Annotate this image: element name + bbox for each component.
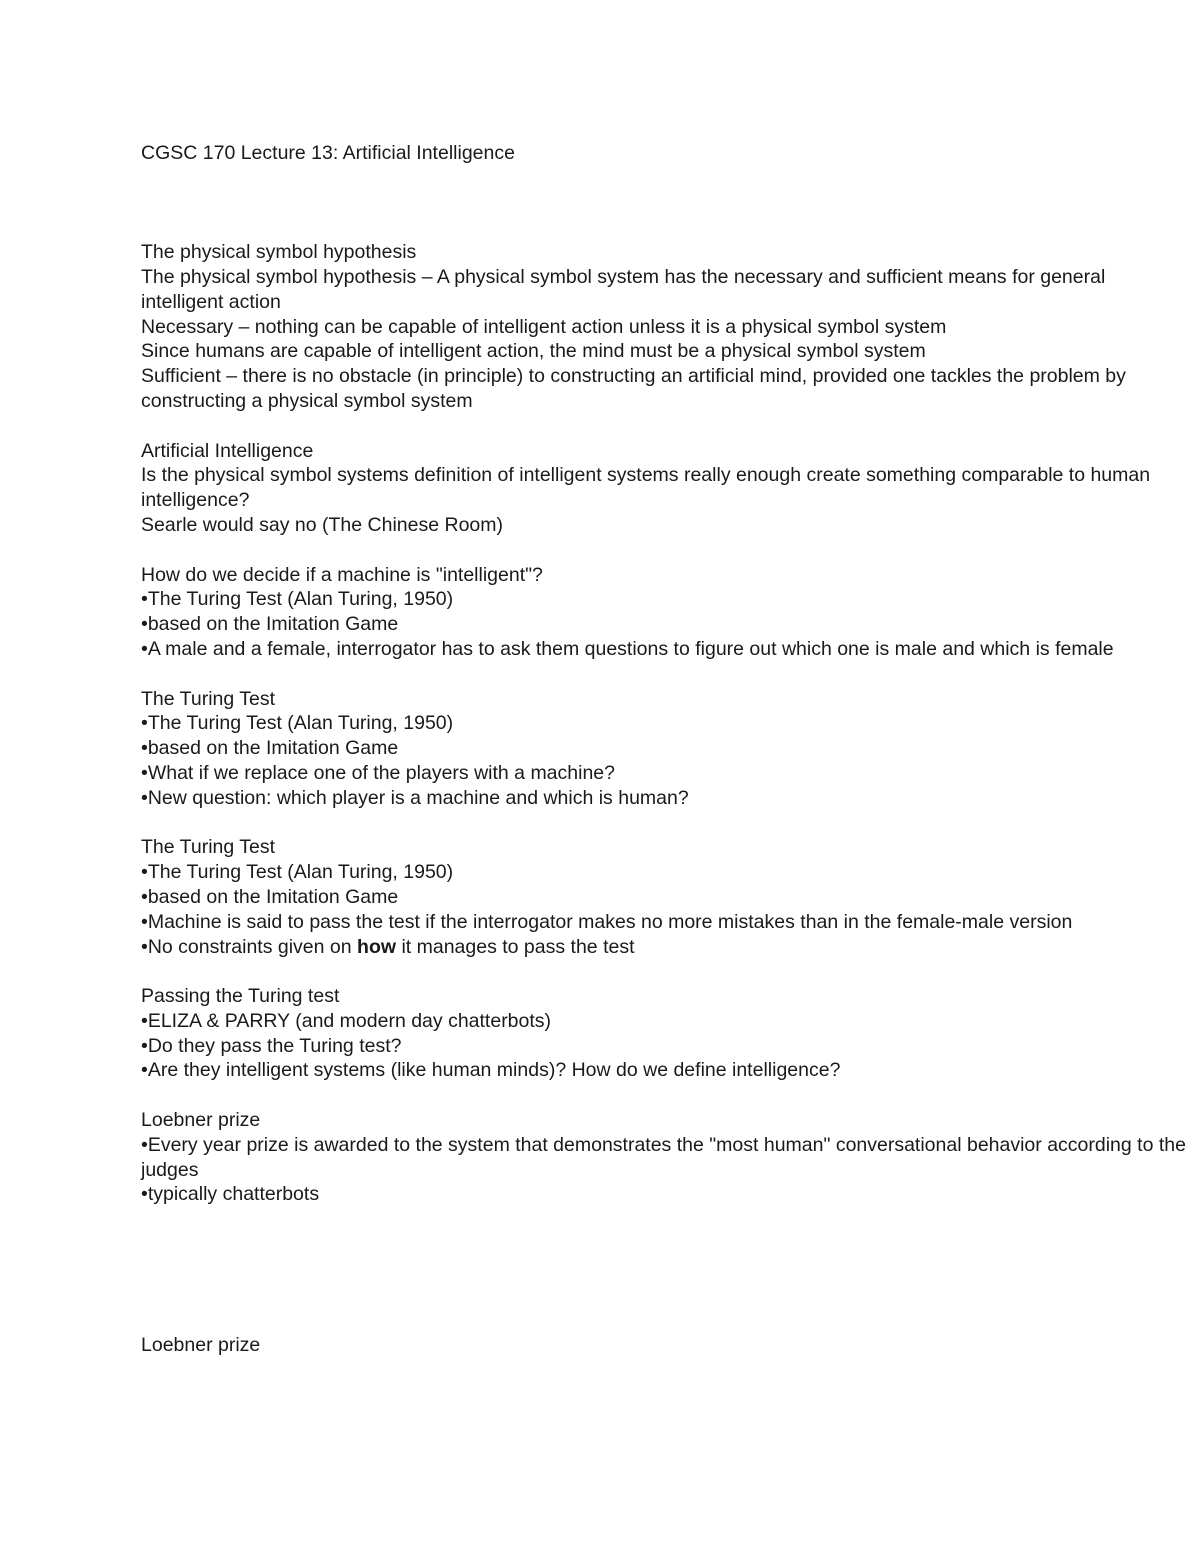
bullet-item: • based on the Imitation Game	[141, 885, 1191, 910]
bullet-item: • Are they intelligent systems (like human minds)? How do we define intelligence?	[141, 1058, 1191, 1083]
section-heading: Passing the Turing test	[141, 985, 340, 1008]
bullet-item: • based on the Imitation Game	[141, 736, 1191, 761]
bullet-text-after: it manages to pass the test	[396, 935, 635, 958]
bullet-item: • based on the Imitation Game	[141, 612, 1191, 637]
section-line: Necessary – nothing can be capable of intelligent action unless it is a physical symbol system	[141, 315, 947, 338]
trailing-section-heading: Loebner prize	[141, 1334, 261, 1356]
bullet-item: • ELIZA & PARRY (and modern day chatterbots)	[141, 1009, 1191, 1034]
bullet-item: • The Turing Test (Alan Turing, 1950)	[141, 860, 1191, 885]
document-title: CGSC 170 Lecture 13: Artificial Intelligence	[141, 142, 515, 164]
section-passing-turing-test	[141, 984, 1191, 1083]
section-line: Is the physical symbol systems definition of intelligent systems really enough create something comparable to human intelligence?	[141, 464, 1151, 512]
section-line: The physical symbol hypothesis – A physical symbol system has the necessary and sufficient means for general intelligent action	[141, 265, 1106, 313]
section-line: Since humans are capable of intelligent action, the mind must be a physical symbol system	[141, 340, 926, 363]
section-turing-test-2	[141, 835, 1191, 959]
section-physical-symbol-hypothesis	[141, 240, 1191, 414]
section-artificial-intelligence	[141, 439, 1191, 538]
section-line: Sufficient – there is no obstacle (in principle) to constructing an artificial mind, provided one tackles the problem by constructing a physical symbol system	[141, 365, 1126, 412]
bullet-item: • typically chatterbots	[141, 1182, 1191, 1207]
bullet-item: • A male and a female, interrogator has to ask them questions to figure out which one is male and which is female	[141, 637, 1191, 662]
bullet-item: • The Turing Test (Alan Turing, 1950)	[141, 587, 1191, 612]
section-heading: Artificial Intelligence	[141, 439, 314, 462]
section-heading: Loebner prize	[141, 1109, 261, 1132]
section-heading: The Turing Test	[141, 836, 276, 859]
bullet-item: • New question: which player is a machine and which is human?	[141, 786, 1191, 811]
bullet-item: • The Turing Test (Alan Turing, 1950)	[141, 711, 1191, 736]
section-loebner-prize	[141, 1108, 1191, 1207]
section-turing-test-1	[141, 687, 1191, 811]
section-line: Searle would say no (The Chinese Room)	[141, 513, 504, 536]
section-decide-intelligent	[141, 563, 1191, 662]
bullet-item-with-emphasis	[141, 935, 1191, 960]
bullet-text-before: No constraints given on	[147, 935, 358, 958]
bullet-item: • Do they pass the Turing test?	[141, 1034, 1191, 1059]
section-heading: How do we decide if a machine is "intelligent"?	[141, 563, 543, 586]
bullet-item: • Every year prize is awarded to the system that demonstrates the "most human" conversational behavior according to the judges	[141, 1133, 1191, 1183]
bullet-text-bold: how	[357, 935, 397, 958]
section-heading: The physical symbol hypothesis	[141, 241, 417, 264]
bullet-item: • What if we replace one of the players with a machine?	[141, 761, 1191, 786]
bullet-item: • Machine is said to pass the test if the interrogator makes no more mistakes than in the female-male version	[141, 910, 1191, 935]
section-heading: The Turing Test	[141, 687, 276, 710]
document-page	[141, 141, 1191, 1207]
